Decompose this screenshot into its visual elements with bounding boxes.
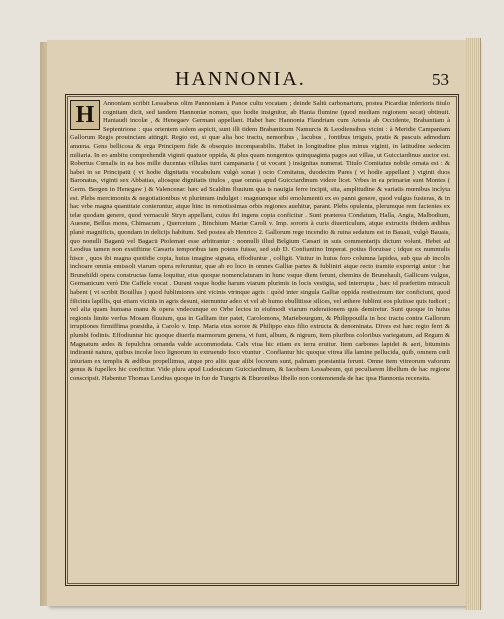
body-text-block [70,100,450,580]
page-number: 53 [432,70,449,89]
drop-cap-initial: H [70,100,100,130]
page-edges [466,38,481,610]
body-paragraph: Annoniam scribit Lessabeus olim Pannoniam à Panoe cultu vocatam ; deinde Saltū carbonarium, postea Picardiæ inferioris titulo cognitam dicit, sed tandem Hannoniæ nomen, quo hodie insignitur, ab Hania flumine (quod mediam regionem secat) obtinuit. Haniaudi incolæ , & Henegaev Germani appellant. Habet hæc Hannonia Flandriam cum Artesia ab Occidente, Brabantiam à Septentrione : qua orientem solem aspicit, sunt illi tidem Brabanticum Namurcis & Leodiensibus vicini : à Meridie Campaniam Gallorum Regis prouinciam attingit. Regio est, si quæ alia hoc tractu, nemoribus , lacubus , fontibus irriguis, pratis & pascuis admodum amœna. Gens bellicosa & erga Principem fide & obsequio incomparabilis. Habet in longitudine plus minus viginti, in latitudine sedecim miliaria. In eo ambitu comprehendit viginti quatuor oppida, & plus quam nongentos quinquaginta pagos aut villas, ut Guicciardinus auctor est. Robertus Cœnalis in ea hos mille ducentas villulas turri campanaria ( ut vocant ) insignitas numerat. Titulo Comitatus nobile ornata est : & habet in se Principatū ( vt hodie dignitatis vocabulum vulgò sonat ) octo Comitatus, duodecim Pares ( vt hodie appellant ) viginti duos Baronatus, viginti sex Abbatias, aliosque dignitatis titulos , quæ omnia apud Guicciardinum videre licet. Vrbes in ea primariæ sunt Montes ( Germ. Bergen in Henegaw ) & Valencenæ: hæc ad Scaldim fluuium qua is nauigia ferre incipit, sita, amplitudine & variatis mœnibus inclyta est. Plebs mercimoniis & negotiationibus vt plurimum indulget : magnumque sibi emolumentū ex eo panni genere, quod vulgus fusteras, & in hac vrbe magna quantitate conteruntur, atque hinc in remotissimas orbis regiones auehitur, parant. Plebs opulenta, plerumque rem facientes ex telæ quodam genere, quod vernaculè Stryn appellant, cuius ibi ingens copia conficitur . Sunt præterea Condatum, Halla, Angia, Malbodium, Auesne, Bellus mons, Chimacum , Quercetum , Binchium Mariæ Caroli v. Imp. sororis à curis diuerticulum, atque extructis ibidem ædibus planè magnificis, quondam in delicijs habitum. Sed postea ab Henrico 2. Gallorum rege incendio & ruina sedatum est in Bauaii, vulgò Bauais, quo nonulli Baganū vel Bagacū Ptolemæi esse arbitrantur : nonnulli illud Belgium Cæsari in suis commentarijs dictum volunt. Hebet ad Leodius tamen non exstiftime Cæsaris temporibus tam potens fuisse, sed sub D. Conftantino Imperat. potius floruisse ; idque ex nummulis hisce , quos ibi magna quotidie copia, huius imagine signata, effodiuntur , colligit. Visitur in huius foro columna lapidea, sub qua ab incolis inchoare omnia emissoli viarum opera referuntur, quæ ab eo loco in omnes Galliæ partes & fubliniri atque recto tramite exporrigi antur : hæ Brunehildi opera constructas fama loquitur, eius quoque nomenclaturam in hunc vsque diem ferunt, chemins de Brunehault, Gallicum vulgus, Germanicum verò Die Caffele vocat . Durant vsque hodie harum viarum plurimis in locis vestigia, sed interrupta , hæc id præfertim miraculi habent ( vt scribit Bouillus ) quod fublimiores sint vicinis vtrinque agris : quòd inter singula Galliæ oppida restissimum iter conficiunt, quod filicinis lapillis, qui etiam vicinis in agris desunt, sternuntur adeo vt vel ab humo ebullitisse silices, vel æthere fublimi eos pluiisse quis iudicet ; vel alia quam humana manu & opera vndecunque eo Orbe lectos in eiufmodi viarum ruderationem quis demiretur. Sunt quoque in huius regionis limite verfus Mosam fluuium, qua in Galliam iter patet, Carolomons, Mariebourgum, & Philippouilla in hoc tractu contra Gallorum irruptiones firmiffima præsidia, à Carolo v. Imp. Maria eius sorore & Philippo eius filio extructa & denominata. Dives est hæc regio ferri & plumbi fodinis. Effodiuntur hic quoque diuerfa marmorum genera, vt funt, album, & nigrum, item pluribus coloribus variegatum, ad Regum & Magnatum ædes & fepulchra ornanda valde accommodata. Calx viua hic etiam ex terra eruitur. Item carbones lapidei & aeri, bituminis indirantè natura, quibus incolæ loco lignorum in extruendo foco vtuntur . Conflantur hic quoque vitrea illa lamine pellucida, quib, omnem cœli iniuriam ex templis & ædibus propellimus, atque pro aliis quæ alibi locorum sunt, palmam præstantia ferunt. Omne item vitreorum vaforum genus & fupellex hic conficitur. Vide plura apud Ludouicum Guicciardinum, & Iacobum Lessabeum, qui peculiarem libellum de hac regione conscripsit. Habentur Thomas Leodius quoque in fuo de Tungris & Eburonibus libello non contemnenda de hac ipsa Hannonia recensita. [70,100,450,382]
running-head: HANNONIA. [175,68,306,90]
